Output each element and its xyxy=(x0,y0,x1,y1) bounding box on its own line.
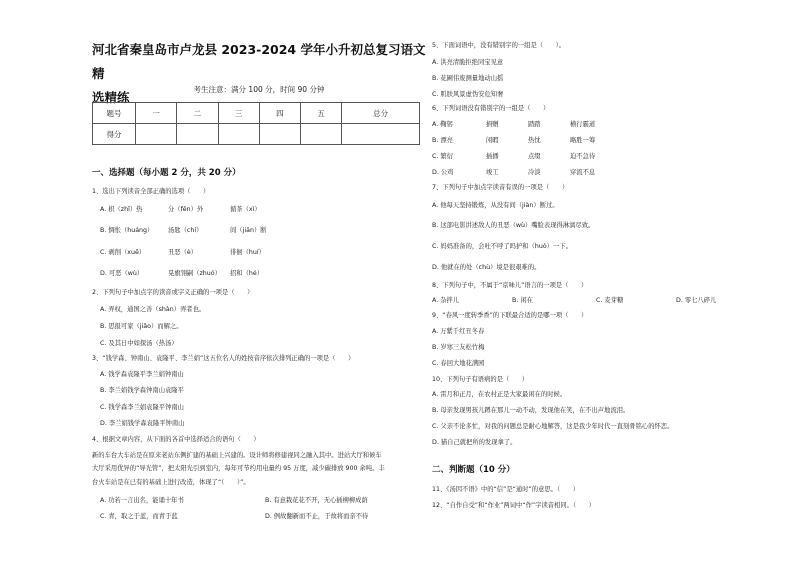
score-table xyxy=(92,102,420,145)
q2-option-a: A. 弄权，通国之善（shàn）弄者也。 xyxy=(100,306,206,313)
q1-option-b: B. 惆怅（huáng） xyxy=(100,227,154,234)
q9-stem: 9、“春风一度转季香”的下联最合适的是哪一项（ ） xyxy=(432,312,588,319)
title-line-1: 河北省秦皇岛市卢龙县 2023-2024 学年小升初总复习语文精 xyxy=(92,42,426,81)
q2-option-b: B. 思报可家（jiǎo）而解之。 xyxy=(100,323,183,330)
score-cell: 五 xyxy=(301,103,342,124)
title-line-2: 选精练 xyxy=(92,90,130,105)
q3-option-b: B. 李兰娟钱学森钟南山袁隆平 xyxy=(100,387,184,394)
q10-option-d: D. 猫自己就把所的发现拿了。 xyxy=(432,439,517,446)
q1-stem: 1、选出下列读音全部正确的选项（ ） xyxy=(92,188,210,195)
q4-passage-line: 大厅采用优异的“导光管”，把太阳光引到室内，每年可节约用电量约 95 万度，减少碳排放 900 余吨。丰 xyxy=(92,465,385,472)
q1-option-a: 循茶（xì） xyxy=(230,206,261,213)
q1-option-c: C. 剥削（xuē） xyxy=(100,249,146,256)
score-cell: 总分 xyxy=(342,103,420,124)
score-cell: 四 xyxy=(259,103,300,124)
q3-stem: 3、“钱学森、钟南山、袁隆平、李兰娟”这五位名人的姓按音序依次排列正确的一项是（ ） xyxy=(92,355,355,362)
q7-option-d: D. 他就在的处（chù）境是很艰难的。 xyxy=(432,264,541,271)
q6-option-d: 竣工 xyxy=(486,169,499,176)
score-cell: 三 xyxy=(218,103,259,124)
q6-option-d: D. 公鸡 xyxy=(432,169,454,176)
score-cell: 一 xyxy=(136,103,177,124)
q5-stem: 5、下面词语中，没有错别字的一组是（ ）。 xyxy=(432,42,566,49)
q4-option-b: B. 有意栽花花不开，无心插柳柳成荫 xyxy=(265,497,368,504)
q8-stem: 8、下列句子中，不属于“京味儿”语言的一项是（ ） xyxy=(432,282,588,289)
q4-passage-line: 新的车台大车站是在原来老站东侧扩建的基础上兴建的。设计师将修建视同之融入其中。进站大厅和候车 xyxy=(92,452,382,459)
q3-option-c: C. 钱学森李兰娟袁隆平钟南山 xyxy=(100,404,184,411)
q3-option-d: D. 李兰娟钱学森袁隆平钟南山 xyxy=(100,420,185,427)
q5-option-b: B. 花圃伟废测量地动山摇 xyxy=(432,75,504,82)
q6-option-b: 闲暇 xyxy=(486,137,499,144)
q1-option-d: 招和（hé） xyxy=(230,270,264,277)
q12-stem: 12、“自作自受”和“作业”两词中“作”字读音相同。（ ） xyxy=(432,502,595,509)
score-table-score-row xyxy=(93,124,420,145)
q7-stem: 7、下列句子中加点字读音有误的一项是（ ） xyxy=(432,184,569,191)
q6-option-a: A. 鞠躬 xyxy=(432,121,453,128)
exam-title xyxy=(92,38,426,110)
score-cell[interactable] xyxy=(177,124,218,145)
q11-stem: 11、《汤因不语》中的“信”是“通时”的意思。（ ） xyxy=(432,486,579,493)
score-cell: 题号 xyxy=(93,103,136,124)
q6-option-b: 略胜一筹 xyxy=(570,137,596,144)
q3-option-a: A. 钱学森袁隆平李兰娟钟南山 xyxy=(100,371,184,378)
q7-option-b: B. 这部电影讲述敌人的丑恶（wù）嘴脸表现得淋漓尽致。 xyxy=(432,222,595,229)
q5-option-c: C. 肌肤风景虚伪安危知奢 xyxy=(432,91,504,98)
q6-stem: 6、下列词语没有错别字的一组是（ ） xyxy=(432,105,550,112)
q6-option-c: C. 繁衍 xyxy=(432,153,453,160)
exam-notice: 考生注意：满分 100 分，时间 90 分钟 xyxy=(193,85,325,94)
q7-option-a: A. 他每天坚持锻炼，从没有间（jiàn）断过。 xyxy=(432,202,559,209)
q8-option-d: D. 零七八碎儿 xyxy=(676,297,717,304)
q6-option-d: 穿流不息 xyxy=(570,169,596,176)
score-cell: 得分 xyxy=(93,124,136,145)
q6-option-a: 横行霸道 xyxy=(570,121,596,128)
q1-option-a: 分（fēn）外 xyxy=(168,206,204,213)
q10-option-a: A. 雷月和正月，在农村正是大家最闲在的时候。 xyxy=(432,391,567,398)
q9-option-a: A. 万紫千红丑冬春 xyxy=(432,328,485,335)
q6-option-c: 插播 xyxy=(486,153,499,160)
score-table-header-row xyxy=(93,103,420,124)
score-cell: 二 xyxy=(177,103,218,124)
section-1-title: 一、选择题（每小题 2 分，共 20 分） xyxy=(92,168,241,178)
q6-option-a: 踏踏 xyxy=(528,121,541,128)
q1-option-b: 汤匙（chí） xyxy=(168,227,203,234)
q8-option-a: A. 杂拌儿 xyxy=(432,297,460,304)
q2-option-c: C. 及其日中如探汤（热汤） xyxy=(100,340,178,347)
q1-option-d: D. 可恶（wù） xyxy=(100,270,144,277)
q1-option-c: 徘徊（huí） xyxy=(230,249,265,256)
q4-passage-line: 台火车站是在已有的基础上进行改造，体现了“（ ）”。 xyxy=(92,479,250,486)
q4-option-a: A. 功若一言出名，能诵十年书 xyxy=(100,497,184,504)
q9-option-b: B. 岁寒三友松竹梅 xyxy=(432,344,485,351)
score-cell[interactable] xyxy=(301,124,342,145)
section-2-title: 二、判断题（10 分） xyxy=(432,465,515,475)
q8-option-c: C. 麦芽糖 xyxy=(596,297,624,304)
q4-option-d: D. 例故翻新而不止，于故将而亲不待 xyxy=(265,513,369,520)
q6-option-b: B. 漂亮 xyxy=(432,137,453,144)
q6-option-c: 迫不急待 xyxy=(570,153,596,160)
q10-option-b: B. 母亲发现男孩儿蹲在那儿一动不动，发现他在笑，在不出声地流泪。 xyxy=(432,407,630,414)
q1-option-a: A. 枳（zhǐ）热 xyxy=(100,206,143,213)
q6-option-c: 点缀 xyxy=(528,153,541,160)
q6-option-d: 冷淡 xyxy=(528,169,541,176)
score-cell[interactable] xyxy=(342,124,420,145)
score-cell[interactable] xyxy=(136,124,177,145)
q4-stem: 4、根据文章内容，从下面的各首中选择适合的语句（ ） xyxy=(92,436,260,443)
score-cell[interactable] xyxy=(259,124,300,145)
q1-option-b: 间（jiān）断 xyxy=(230,227,267,234)
q9-option-c: C. 春回大地花满园 xyxy=(432,360,485,367)
q10-stem: 10、下列句子有语病的是（ ） xyxy=(432,376,529,383)
q1-option-d: 晃旗翎嗣（zhuó） xyxy=(168,270,221,277)
q6-option-a: 捐赠 xyxy=(486,121,499,128)
q10-option-c: C. 父亲不论多忙，对我的问题总是耐心地解答，这是我少年时代一直刻骨铭心的怀恋。 xyxy=(432,423,674,430)
q7-option-c: C. 妈妈准备的，会吐不呼了吗护和（huò）一下。 xyxy=(432,243,572,250)
q1-option-c: 丑恶（è） xyxy=(168,249,198,256)
q4-option-c: C. 青，取之于蓝，而青于蓝 xyxy=(100,513,178,520)
score-cell[interactable] xyxy=(218,124,259,145)
q5-option-a: A. 洪亮清脆拒绝同宝见意 xyxy=(432,59,504,66)
q8-option-b: B. 闲在 xyxy=(512,297,533,304)
q6-option-b: 热忱 xyxy=(528,137,541,144)
q2-stem: 2、下列句子中加点字的读音或字义正确的一项是（ ） xyxy=(92,289,254,296)
